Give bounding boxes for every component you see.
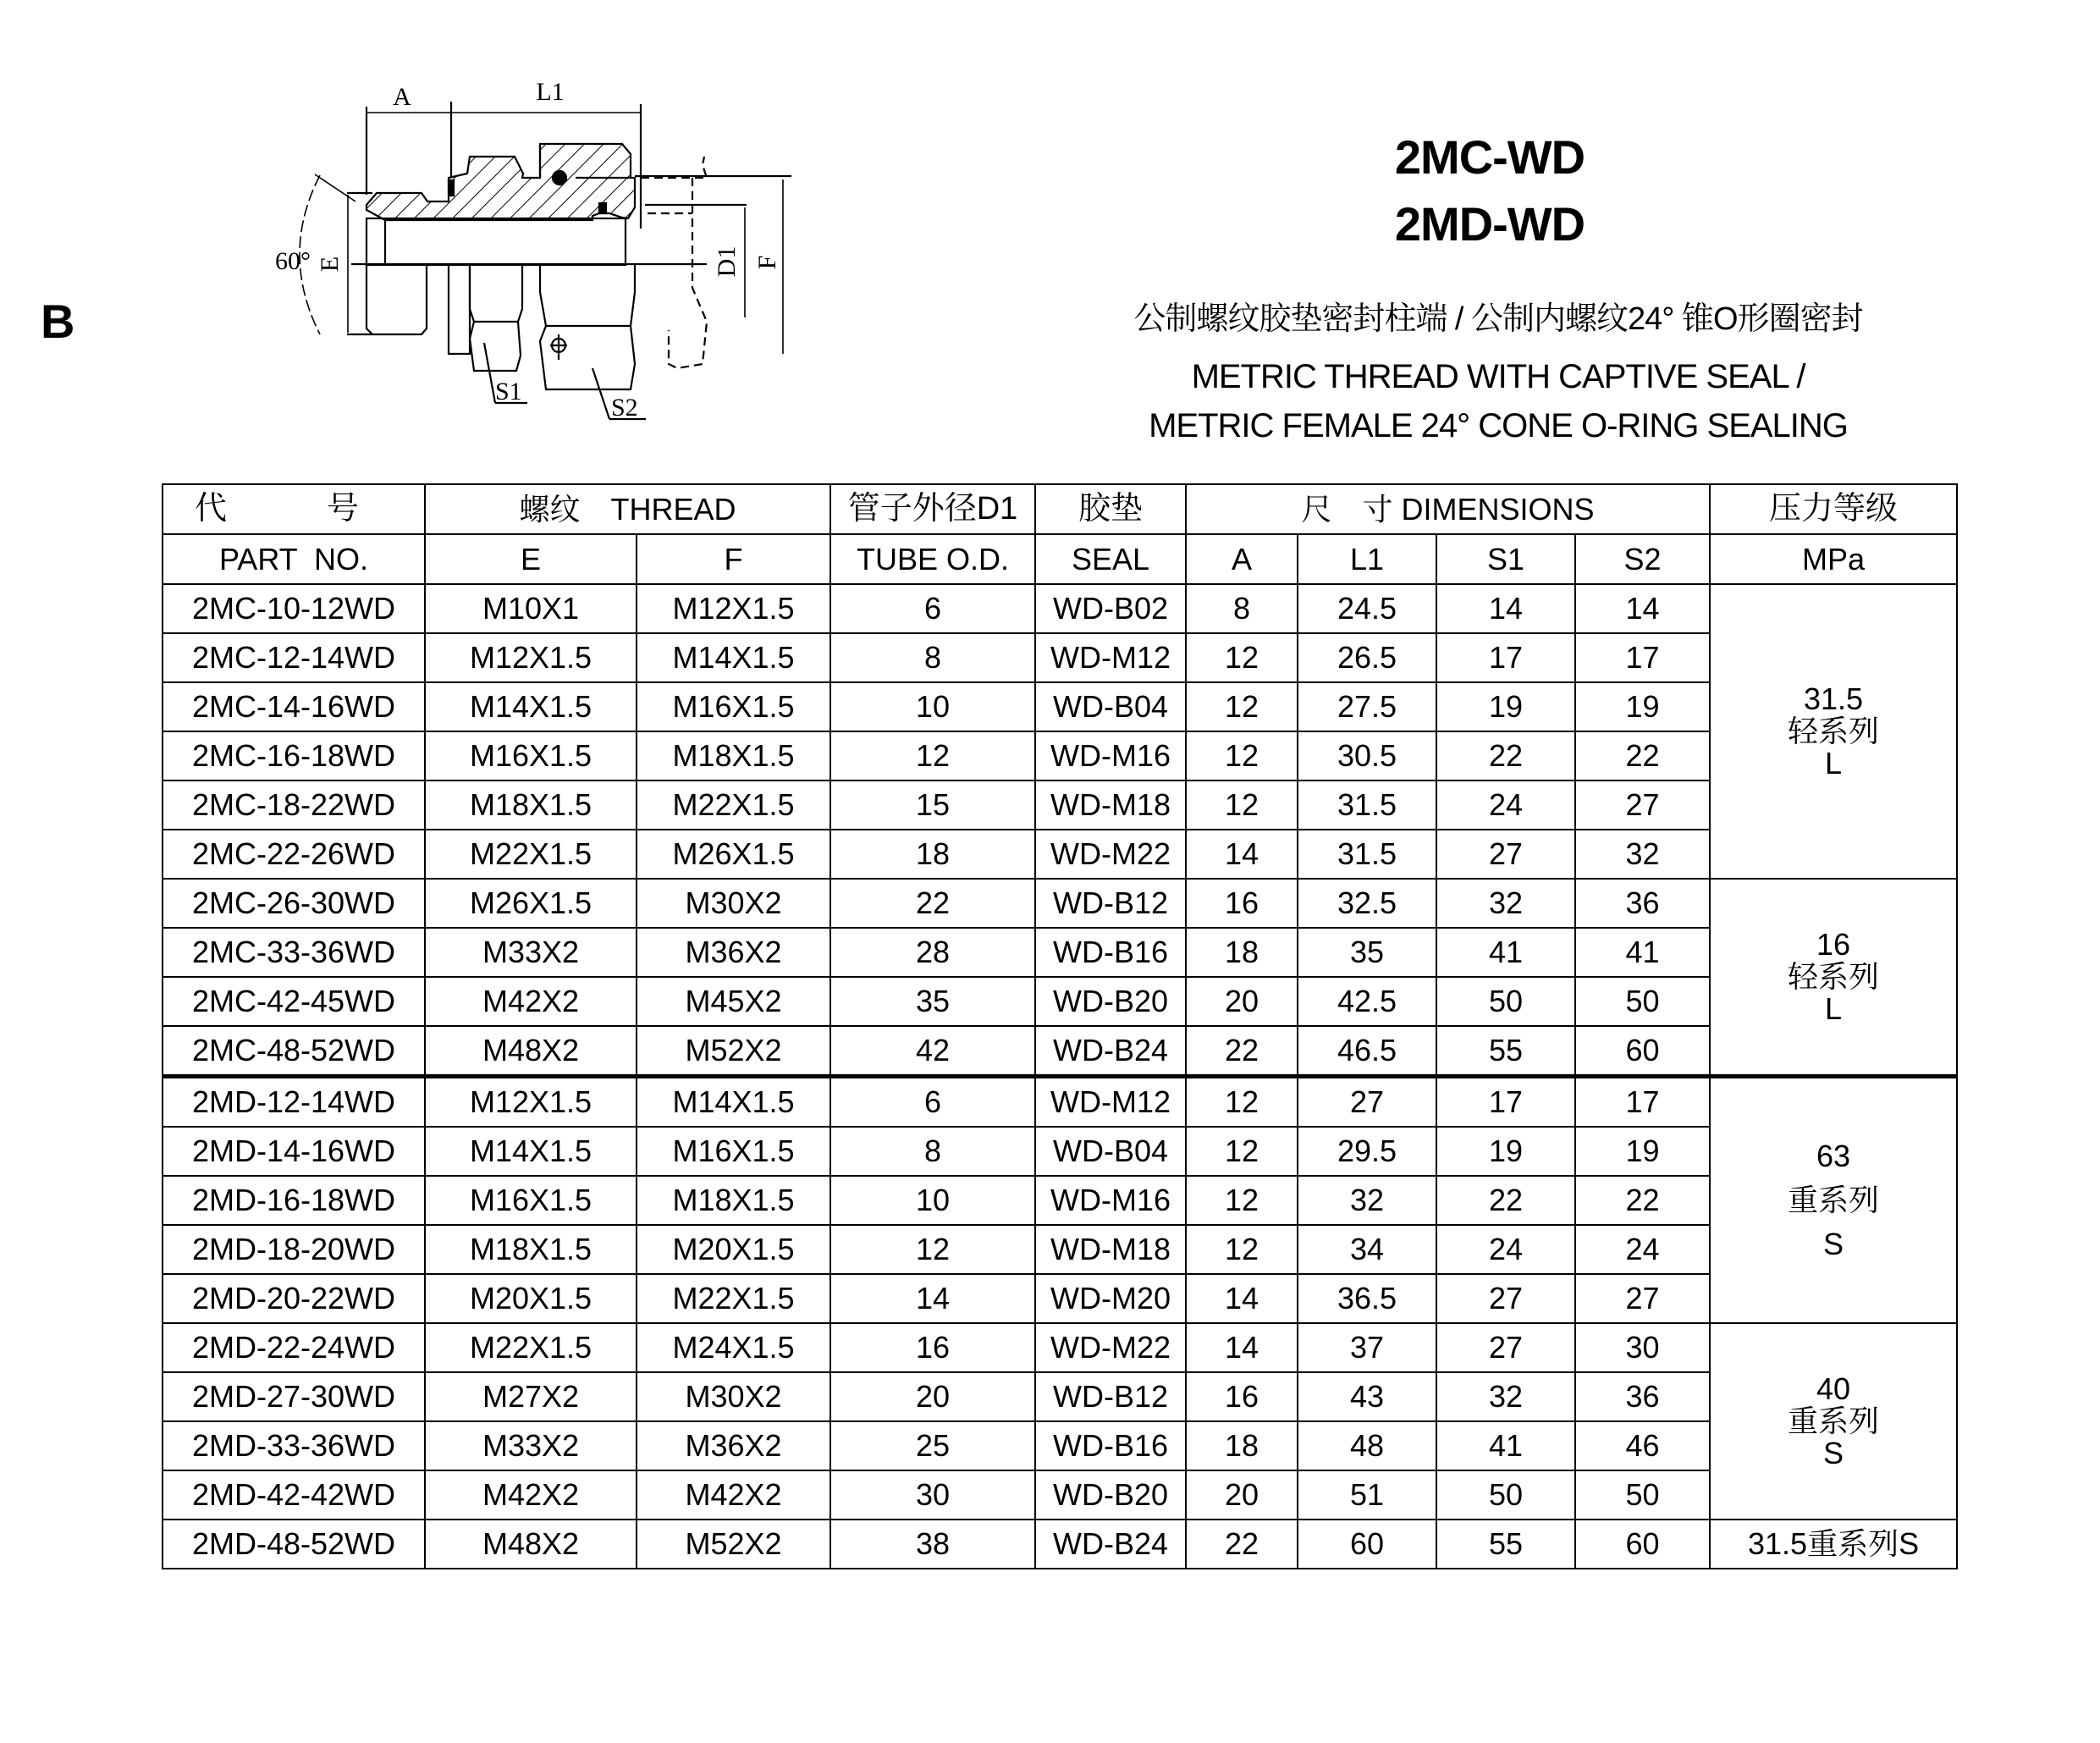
cell-dim-a: 12 — [1186, 780, 1298, 830]
cell-seal: WD-M18 — [1035, 780, 1186, 830]
pressure-series-cn: 轻系列 — [1788, 959, 1880, 995]
cell-part-no: 2MC-42-45WD — [163, 977, 425, 1026]
pressure-mpa: 31.5 — [1804, 681, 1864, 717]
cell-dim-l1: 37 — [1298, 1323, 1436, 1372]
cell-part-no: 2MD-16-18WD — [163, 1176, 425, 1225]
cell-tube-od: 10 — [830, 682, 1035, 731]
cell-tube-od: 6 — [830, 584, 1035, 633]
cell-thread-f: M16X1.5 — [637, 1127, 830, 1176]
cell-thread-f: M18X1.5 — [637, 1176, 830, 1225]
header-thread-group: 螺纹 THREAD — [425, 484, 830, 534]
cell-dim-s1: 24 — [1436, 1225, 1575, 1274]
cell-thread-e: M18X1.5 — [425, 780, 637, 830]
cell-dim-a: 20 — [1186, 1470, 1298, 1520]
cell-thread-e: M16X1.5 — [425, 731, 637, 780]
cell-dim-s2: 27 — [1575, 1274, 1710, 1323]
pressure-mpa: 63 — [1816, 1139, 1851, 1174]
cell-dim-l1: 24.5 — [1298, 584, 1436, 633]
cell-thread-f: M42X2 — [637, 1470, 830, 1520]
cell-dim-l1: 26.5 — [1298, 633, 1436, 682]
cell-tube-od: 30 — [830, 1470, 1035, 1520]
cell-dim-s1: 19 — [1436, 682, 1575, 731]
pressure-mpa: 16 — [1816, 927, 1851, 963]
cell-dim-s1: 24 — [1436, 780, 1575, 830]
table-row — [163, 1026, 1957, 1077]
product-code-title-2: 2MD-WD — [1394, 197, 1585, 251]
cell-dim-a: 16 — [1186, 1372, 1298, 1421]
cell-part-no: 2MC-12-14WD — [163, 633, 425, 682]
cell-dim-a: 12 — [1186, 633, 1298, 682]
cell-dim-s2: 46 — [1575, 1421, 1710, 1470]
cell-dim-s2: 27 — [1575, 780, 1710, 830]
cell-part-no: 2MC-48-52WD — [163, 1026, 425, 1077]
header-thread-e: E — [425, 534, 637, 584]
table-row — [163, 633, 1957, 682]
cell-thread-f: M12X1.5 — [637, 584, 830, 633]
cell-seal: WD-B20 — [1035, 1470, 1186, 1520]
cell-part-no: 2MD-42-42WD — [163, 1470, 425, 1520]
cell-part-no: 2MC-10-12WD — [163, 584, 425, 633]
cell-seal: WD-M12 — [1035, 633, 1186, 682]
cell-thread-e: M26X1.5 — [425, 879, 637, 928]
cell-dim-s2: 14 — [1575, 584, 1710, 633]
cell-dim-s1: 27 — [1436, 830, 1575, 879]
cell-seal: WD-B24 — [1035, 1026, 1186, 1077]
cell-dim-s2: 36 — [1575, 1372, 1710, 1421]
specification-table — [162, 483, 1958, 1569]
cell-tube-od: 25 — [830, 1421, 1035, 1470]
dim-label-e: E — [316, 256, 344, 273]
cell-part-no: 2MD-33-36WD — [163, 1421, 425, 1470]
cell-seal: WD-M22 — [1035, 830, 1186, 879]
cell-dim-s2: 50 — [1575, 1470, 1710, 1520]
pressure-series-code: S — [1823, 1435, 1844, 1470]
cell-part-no: 2MC-16-18WD — [163, 731, 425, 780]
cell-dim-s1: 41 — [1436, 1421, 1575, 1470]
cell-thread-e: M18X1.5 — [425, 1225, 637, 1274]
cell-dim-s2: 60 — [1575, 1520, 1710, 1569]
cell-dim-a: 18 — [1186, 1421, 1298, 1470]
cell-tube-od: 8 — [830, 1127, 1035, 1176]
cell-tube-od: 42 — [830, 1026, 1035, 1077]
cell-dim-s1: 55 — [1436, 1026, 1575, 1077]
cell-dim-l1: 42.5 — [1298, 977, 1436, 1026]
cell-dim-s2: 17 — [1575, 633, 1710, 682]
cell-dim-s1: 27 — [1436, 1323, 1575, 1372]
cell-dim-s1: 50 — [1436, 1470, 1575, 1520]
cell-thread-f: M36X2 — [637, 928, 830, 977]
cell-seal: WD-B16 — [1035, 928, 1186, 977]
cell-tube-od: 12 — [830, 1225, 1035, 1274]
cell-thread-e: M33X2 — [425, 928, 637, 977]
fitting-cross-section-drawing — [254, 76, 813, 449]
table-row — [163, 1127, 1957, 1176]
cell-dim-a: 12 — [1186, 1127, 1298, 1176]
cell-part-no: 2MD-18-20WD — [163, 1225, 425, 1274]
cell-dim-a: 16 — [1186, 879, 1298, 928]
cell-dim-l1: 48 — [1298, 1421, 1436, 1470]
cell-thread-e: M14X1.5 — [425, 1127, 637, 1176]
cell-dim-l1: 27 — [1298, 1077, 1436, 1128]
cell-tube-od: 18 — [830, 830, 1035, 879]
cell-thread-f: M36X2 — [637, 1421, 830, 1470]
cell-dim-l1: 34 — [1298, 1225, 1436, 1274]
cell-part-no: 2MD-48-52WD — [163, 1520, 425, 1569]
cell-thread-e: M12X1.5 — [425, 633, 637, 682]
cell-part-no: 2MC-33-36WD — [163, 928, 425, 977]
table-row — [163, 1520, 1957, 1569]
cell-tube-od: 15 — [830, 780, 1035, 830]
cell-dim-l1: 36.5 — [1298, 1274, 1436, 1323]
cell-thread-f: M16X1.5 — [637, 682, 830, 731]
header-part-no-cn: 代 号 — [163, 484, 425, 534]
cell-seal: WD-M18 — [1035, 1225, 1186, 1274]
cell-thread-e: M14X1.5 — [425, 682, 637, 731]
header-dimensions-group: 尺 寸 DIMENSIONS — [1186, 484, 1710, 534]
table-row — [163, 879, 1957, 928]
cell-seal: WD-M22 — [1035, 1323, 1186, 1372]
table-row — [163, 1470, 1957, 1520]
cell-dim-s2: 24 — [1575, 1225, 1710, 1274]
cell-dim-s2: 19 — [1575, 682, 1710, 731]
subtitle-english-line-2: METRIC FEMALE 24° CONE O-RING SEALING — [1149, 407, 1848, 444]
cell-dim-s2: 50 — [1575, 977, 1710, 1026]
cell-part-no: 2MC-26-30WD — [163, 879, 425, 928]
cell-part-no: 2MD-14-16WD — [163, 1127, 425, 1176]
cell-pressure-rating — [1710, 1323, 1957, 1520]
dim-label-d1: D1 — [713, 245, 741, 278]
cell-dim-s1: 17 — [1436, 633, 1575, 682]
cell-dim-s2: 30 — [1575, 1323, 1710, 1372]
header-seal-cn: 胶垫 — [1035, 484, 1186, 534]
cell-seal: WD-B24 — [1035, 1520, 1186, 1569]
angle-label: 60° — [275, 247, 311, 275]
cell-thread-f: M14X1.5 — [637, 633, 830, 682]
cell-seal: WD-B04 — [1035, 1127, 1186, 1176]
cell-dim-l1: 30.5 — [1298, 731, 1436, 780]
header-tube-od: TUBE O.D. — [830, 534, 1035, 584]
table-header — [163, 484, 1957, 584]
cell-thread-e: M33X2 — [425, 1421, 637, 1470]
cell-dim-a: 14 — [1186, 1323, 1298, 1372]
cell-thread-f: M26X1.5 — [637, 830, 830, 879]
table-row — [163, 682, 1957, 731]
cell-part-no: 2MD-27-30WD — [163, 1372, 425, 1421]
header-pressure-mpa: MPa — [1710, 534, 1957, 584]
dim-label-a: A — [393, 83, 411, 111]
header-pressure-cn: 压力等级 — [1710, 484, 1957, 534]
cell-tube-od: 38 — [830, 1520, 1035, 1569]
cell-thread-f: M22X1.5 — [637, 780, 830, 830]
pressure-series-cn: 重系列 — [1788, 1404, 1880, 1439]
cell-pressure-rating — [1710, 1077, 1957, 1324]
cell-seal: WD-B04 — [1035, 682, 1186, 731]
table-row — [163, 830, 1957, 879]
cell-dim-a: 22 — [1186, 1520, 1298, 1569]
cell-dim-s2: 36 — [1575, 879, 1710, 928]
cell-seal: WD-M16 — [1035, 1176, 1186, 1225]
cell-dim-a: 22 — [1186, 1026, 1298, 1077]
cell-thread-e: M42X2 — [425, 977, 637, 1026]
cell-dim-l1: 32 — [1298, 1176, 1436, 1225]
cell-thread-e: M16X1.5 — [425, 1176, 637, 1225]
cell-dim-l1: 51 — [1298, 1470, 1436, 1520]
cell-tube-od: 8 — [830, 633, 1035, 682]
cell-dim-l1: 27.5 — [1298, 682, 1436, 731]
header-dim-s2: S2 — [1575, 534, 1710, 584]
cell-dim-s2: 32 — [1575, 830, 1710, 879]
cell-thread-f: M14X1.5 — [637, 1077, 830, 1128]
cell-tube-od: 22 — [830, 879, 1035, 928]
cell-seal: WD-M16 — [1035, 731, 1186, 780]
cell-dim-l1: 43 — [1298, 1372, 1436, 1421]
cell-dim-s1: 14 — [1436, 584, 1575, 633]
cell-thread-f: M52X2 — [637, 1026, 830, 1077]
cell-dim-s1: 27 — [1436, 1274, 1575, 1323]
cell-dim-s2: 60 — [1575, 1026, 1710, 1077]
cell-dim-a: 8 — [1186, 584, 1298, 633]
cell-dim-s1: 22 — [1436, 731, 1575, 780]
cell-part-no: 2MC-22-26WD — [163, 830, 425, 879]
cell-dim-a: 12 — [1186, 1077, 1298, 1128]
pressure-series-code: L — [1825, 745, 1843, 780]
header-dim-s1: S1 — [1436, 534, 1575, 584]
cell-thread-e: M42X2 — [425, 1470, 637, 1520]
cell-thread-e: M22X1.5 — [425, 830, 637, 879]
cell-dim-a: 18 — [1186, 928, 1298, 977]
cell-seal: WD-B20 — [1035, 977, 1186, 1026]
cell-dim-s1: 41 — [1436, 928, 1575, 977]
subtitle-english-line-1: METRIC THREAD WITH CAPTIVE SEAL / — [1191, 358, 1805, 395]
cell-part-no: 2MD-20-22WD — [163, 1274, 425, 1323]
cell-tube-od: 10 — [830, 1176, 1035, 1225]
cell-dim-s1: 22 — [1436, 1176, 1575, 1225]
dim-label-s2: S2 — [611, 394, 638, 422]
cell-pressure-rating: 31.5重系列S — [1710, 1520, 1957, 1569]
pressure-series-code: L — [1825, 990, 1843, 1026]
subtitle-chinese: 公制螺纹胶垫密封柱端 / 公制内螺纹24° 锥O形圈密封 — [1133, 301, 1863, 337]
dim-label-f: F — [753, 255, 781, 270]
cell-part-no: 2MD-22-24WD — [163, 1323, 425, 1372]
cell-dim-s2: 19 — [1575, 1127, 1710, 1176]
cell-dim-l1: 31.5 — [1298, 780, 1436, 830]
cell-thread-e: M22X1.5 — [425, 1323, 637, 1372]
cell-thread-f: M24X1.5 — [637, 1323, 830, 1372]
header-seal: SEAL — [1035, 534, 1186, 584]
cell-dim-a: 14 — [1186, 1274, 1298, 1323]
cell-dim-s1: 55 — [1436, 1520, 1575, 1569]
cell-dim-a: 14 — [1186, 830, 1298, 879]
cell-dim-s1: 32 — [1436, 879, 1575, 928]
cell-tube-od: 28 — [830, 928, 1035, 977]
table-row — [163, 1323, 1957, 1372]
dim-label-s1: S1 — [495, 378, 522, 405]
cell-seal: WD-M20 — [1035, 1274, 1186, 1323]
table-body — [163, 584, 1957, 1569]
cell-dim-l1: 29.5 — [1298, 1127, 1436, 1176]
table-row — [163, 1421, 1957, 1470]
cell-thread-e: M27X2 — [425, 1372, 637, 1421]
pressure-series-code: S — [1823, 1226, 1844, 1261]
table-row — [163, 1274, 1957, 1323]
cell-dim-s2: 22 — [1575, 731, 1710, 780]
section-label: B — [41, 295, 75, 348]
cell-thread-e: M48X2 — [425, 1026, 637, 1077]
cell-dim-s2: 22 — [1575, 1176, 1710, 1225]
cell-thread-e: M20X1.5 — [425, 1274, 637, 1323]
table-row — [163, 584, 1957, 633]
cell-dim-a: 12 — [1186, 682, 1298, 731]
cell-dim-l1: 32.5 — [1298, 879, 1436, 928]
cell-dim-s1: 50 — [1436, 977, 1575, 1026]
cell-thread-e: M12X1.5 — [425, 1077, 637, 1128]
cell-tube-od: 35 — [830, 977, 1035, 1026]
cell-dim-a: 20 — [1186, 977, 1298, 1026]
table-row — [163, 1225, 1957, 1274]
cell-dim-a: 12 — [1186, 1176, 1298, 1225]
product-code-title-1: 2MC-WD — [1394, 130, 1585, 184]
table-row — [163, 928, 1957, 977]
header-dim-l1: L1 — [1298, 534, 1436, 584]
cell-dim-a: 12 — [1186, 731, 1298, 780]
cell-tube-od: 14 — [830, 1274, 1035, 1323]
cell-thread-f: M30X2 — [637, 1372, 830, 1421]
cell-part-no: 2MC-18-22WD — [163, 780, 425, 830]
table-row — [163, 731, 1957, 780]
cell-part-no: 2MD-12-14WD — [163, 1077, 425, 1128]
header-part-no: PART NO. — [163, 534, 425, 584]
cell-thread-f: M22X1.5 — [637, 1274, 830, 1323]
pressure-series-cn: 重系列 — [1788, 1183, 1880, 1218]
table-row — [163, 1077, 1957, 1128]
cell-pressure-rating — [1710, 879, 1957, 1077]
cell-seal: WD-B12 — [1035, 1372, 1186, 1421]
cell-tube-od: 6 — [830, 1077, 1035, 1128]
cell-thread-f: M30X2 — [637, 879, 830, 928]
table-row — [163, 1372, 1957, 1421]
cell-seal: WD-B12 — [1035, 879, 1186, 928]
table-row — [163, 780, 1957, 830]
cell-seal: WD-B02 — [1035, 584, 1186, 633]
cell-thread-e: M48X2 — [425, 1520, 637, 1569]
table-row — [163, 1176, 1957, 1225]
header-tube-cn: 管子外径D1 — [830, 484, 1035, 534]
header-dim-a: A — [1186, 534, 1298, 584]
cell-dim-a: 12 — [1186, 1225, 1298, 1274]
header-thread-f: F — [637, 534, 830, 584]
cell-tube-od: 12 — [830, 731, 1035, 780]
cell-dim-s1: 17 — [1436, 1077, 1575, 1128]
cell-part-no: 2MC-14-16WD — [163, 682, 425, 731]
cell-seal: WD-M12 — [1035, 1077, 1186, 1128]
cell-dim-s2: 41 — [1575, 928, 1710, 977]
cell-seal: WD-B16 — [1035, 1421, 1186, 1470]
cell-dim-s1: 19 — [1436, 1127, 1575, 1176]
cell-thread-f: M18X1.5 — [637, 731, 830, 780]
cell-dim-l1: 46.5 — [1298, 1026, 1436, 1077]
table-row — [163, 977, 1957, 1026]
cell-tube-od: 20 — [830, 1372, 1035, 1421]
cell-pressure-rating — [1710, 584, 1957, 879]
dim-label-l1: L1 — [536, 78, 565, 106]
cell-dim-l1: 60 — [1298, 1520, 1436, 1569]
cell-tube-od: 16 — [830, 1323, 1035, 1372]
cell-thread-e: M10X1 — [425, 584, 637, 633]
cell-thread-f: M52X2 — [637, 1520, 830, 1569]
pressure-series-cn: 轻系列 — [1788, 714, 1880, 749]
pressure-mpa: 40 — [1816, 1371, 1851, 1407]
cell-dim-l1: 35 — [1298, 928, 1436, 977]
cell-dim-s2: 17 — [1575, 1077, 1710, 1128]
cell-thread-f: M20X1.5 — [637, 1225, 830, 1274]
cell-dim-s1: 32 — [1436, 1372, 1575, 1421]
cell-dim-l1: 31.5 — [1298, 830, 1436, 879]
cell-thread-f: M45X2 — [637, 977, 830, 1026]
